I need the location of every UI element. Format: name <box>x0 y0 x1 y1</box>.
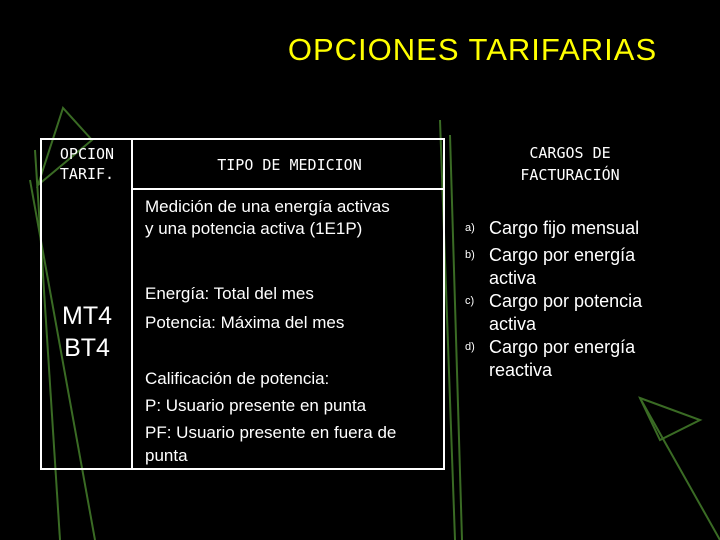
list-item <box>465 244 705 290</box>
medicion-2-line-1: Energía: Total del mes <box>145 284 314 303</box>
header-opcion-line: OPCION <box>59 145 115 163</box>
header-tipo-medicion: TIPO DE MEDICION <box>217 156 362 174</box>
option-mt4: MT4 <box>62 302 112 330</box>
list-item-text: Cargo por energía <box>489 245 636 265</box>
option-bt4: BT4 <box>64 334 110 362</box>
page-title: OPCIONES TARIFARIAS <box>287 32 658 67</box>
list-item <box>465 217 705 240</box>
list-marker: c) <box>465 295 475 307</box>
option-names <box>42 300 132 364</box>
cargos-list <box>465 217 705 382</box>
list-item-text: activa <box>489 314 537 334</box>
medicion-2-line-2: Potencia: Máxima del mes <box>145 313 345 332</box>
list-item-text: Cargo fijo mensual <box>489 218 640 238</box>
medicion-3-line-3: PF: Usuario presente en fuera de <box>145 423 397 442</box>
medicion-3-line-1: Calificación de potencia: <box>145 369 330 388</box>
list-item-text: Cargo por energía <box>489 337 636 357</box>
list-item <box>465 336 705 382</box>
cargos-header <box>470 142 670 186</box>
list-item-text: activa <box>489 268 537 288</box>
list-item <box>465 290 705 336</box>
list-marker: d) <box>465 341 475 353</box>
medicion-1-line-2: y una potencia activa (1E1P) <box>145 219 363 238</box>
medicion-block-2 <box>145 279 344 337</box>
medicion-3-line-2: P: Usuario presente en punta <box>145 396 367 415</box>
list-item-text: Cargo por potencia <box>489 291 643 311</box>
medicion-block-3 <box>145 365 396 466</box>
list-marker: a) <box>465 222 475 234</box>
medicion-1-line-1: Medición de una energía activas <box>145 197 390 216</box>
medicion-block-1 <box>145 196 390 240</box>
header-opcion-tarif <box>42 144 132 184</box>
tariff-table <box>40 138 445 470</box>
table-header-divider <box>131 188 443 190</box>
cargos-header-line-1: CARGOS DE <box>529 144 611 162</box>
list-marker: b) <box>465 249 475 261</box>
cargos-header-line-2: FACTURACIÓN <box>520 166 620 184</box>
medicion-3-line-4: punta <box>145 446 188 465</box>
list-item-text: reactiva <box>489 360 553 380</box>
header-tarif-line: TARIF. <box>59 165 115 183</box>
